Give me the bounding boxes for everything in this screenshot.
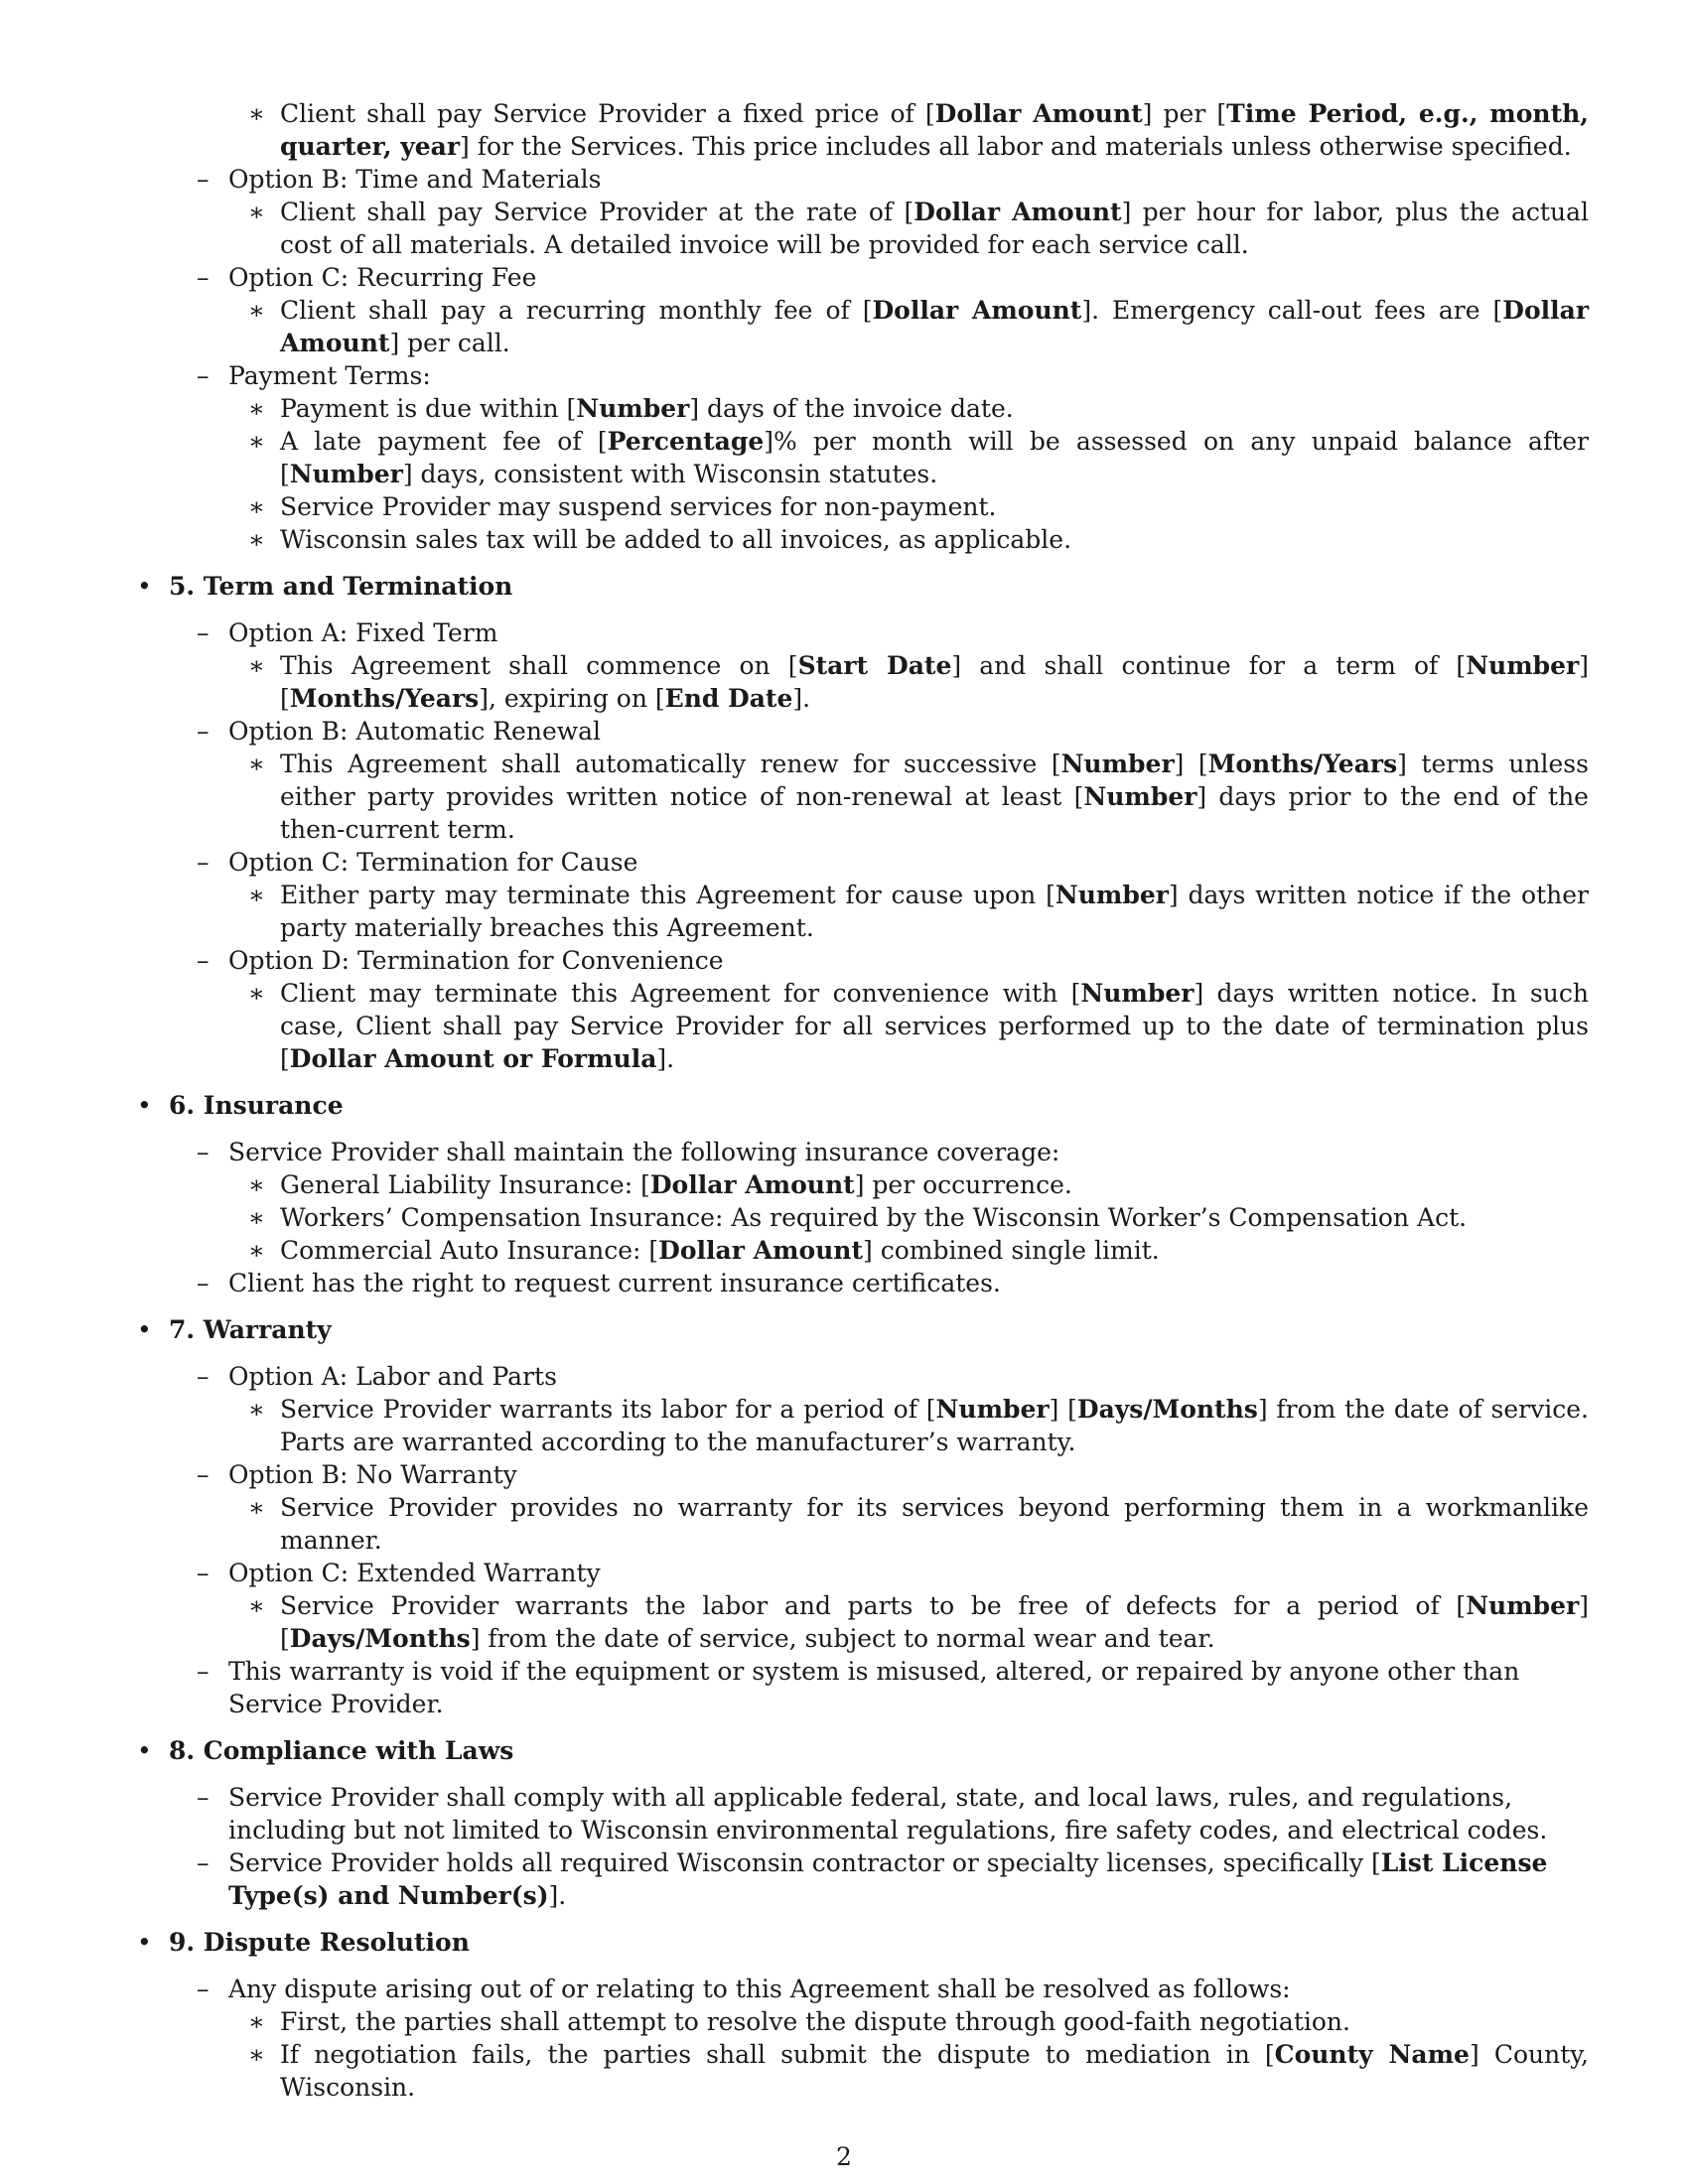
list-item: ∗ Client shall pay Service Provider at the rate of [Dollar Amount] per hour for labor, plus the actual cost of all materials. A detailed invoice will be provided for each service call. — [248, 198, 1589, 259]
list-item: – Service Provider shall comply with all applicable federal, state, and local laws, rules, and regulations, including but not limited to Wisconsin environmental regulations, fire safety codes, and electrical codes. — [197, 1783, 1548, 1844]
section-compliance — [129, 1734, 1589, 1767]
bullet-dot: • — [137, 1091, 152, 1120]
list-item: – Option B: Time and Materials — [197, 165, 602, 194]
document-body — [129, 97, 1589, 2104]
dash-bullet: – — [197, 946, 210, 975]
dash-bullet: – — [197, 1848, 210, 1877]
section-heading: 8. Compliance with Laws — [169, 1736, 514, 1765]
bullet-dot: • — [137, 572, 152, 601]
list-item: ∗ Client shall pay Service Provider a fixed price of [Dollar Amount] per [Time Period, e.g., month, quarter, year] for the Services. This price includes all labor and materials unless otherwise specified. — [248, 99, 1589, 161]
asterisk-bullet: ∗ — [248, 394, 265, 423]
list-item: – Payment Terms: — [197, 361, 431, 390]
section-heading: 5. Term and Termination — [169, 572, 513, 601]
asterisk-bullet: ∗ — [248, 1591, 265, 1620]
list-item: ∗ Service Provider may suspend services for non-payment. — [248, 492, 997, 521]
list-item: ∗ Service Provider warrants its labor for a period of [Number] [Days/Months] from the date of service. Parts are warranted according to the manufacturer’s warranty. — [248, 1395, 1589, 1456]
asterisk-bullet: ∗ — [248, 1395, 265, 1424]
section-dispute-resolution — [129, 1926, 1589, 1959]
dash-bullet: – — [197, 848, 210, 877]
list-item: ∗ Wisconsin sales tax will be added to all invoices, as applicable. — [248, 525, 1072, 554]
asterisk-bullet: ∗ — [248, 1493, 265, 1522]
asterisk-bullet: ∗ — [248, 2007, 265, 2036]
list-item: ∗ General Liability Insurance: [Dollar Amount] per occurrence. — [248, 1170, 1072, 1199]
list-item: ∗ Service Provider warrants the labor and parts to be free of defects for a period of [Number] [Days/Months] from the date of service, subject to normal wear and tear. — [248, 1591, 1589, 1653]
list-item: – This warranty is void if the equipment or system is misused, altered, or repaired by anyone other than Service Provider. — [197, 1657, 1520, 1718]
list-item: ∗ This Agreement shall commence on [Start Date] and shall continue for a term of [Number] [Months/Years], expiring on [End Date]. — [248, 651, 1589, 713]
dash-bullet: – — [197, 618, 210, 647]
list-item: – Option A: Fixed Term — [197, 618, 498, 647]
dash-bullet: – — [197, 1362, 210, 1391]
list-item: – Any dispute arising out of or relating to this Agreement shall be resolved as follows: — [197, 1975, 1291, 2003]
section-heading: 9. Dispute Resolution — [169, 1928, 470, 1957]
list-item: ∗ If negotiation fails, the parties shall submit the dispute to mediation in [County Name] County, Wisconsin. — [248, 2040, 1589, 2102]
dash-bullet: – — [197, 1657, 210, 1686]
dash-bullet: – — [197, 1783, 210, 1812]
dash-bullet: – — [197, 1975, 210, 2003]
list-item: ∗ This Agreement shall automatically renew for successive [Number] [Months/Years] terms unless either party provides written notice of non-renewal at least [Number] days prior to the end of the then-current term. — [248, 750, 1589, 844]
list-item: – Service Provider shall maintain the following insurance coverage: — [197, 1138, 1060, 1166]
list-item: – Option D: Termination for Convenience — [197, 946, 724, 975]
section-heading: 6. Insurance — [169, 1091, 344, 1120]
asterisk-bullet: ∗ — [248, 427, 265, 456]
dash-bullet: – — [197, 361, 210, 390]
dash-bullet: – — [197, 1269, 210, 1297]
dash-bullet: – — [197, 717, 210, 746]
list-item: – Option C: Recurring Fee — [197, 263, 537, 292]
bullet-dot: • — [137, 1736, 152, 1765]
list-item: ∗ Commercial Auto Insurance: [Dollar Amount] combined single limit. — [248, 1236, 1160, 1265]
list-item: ∗ Client may terminate this Agreement for convenience with [Number] days written notice. In such case, Client shall pay Service Provider for all services performed up to the date of termination plus [Dollar Amount or Formula]. — [248, 979, 1589, 1073]
dash-bullet: – — [197, 1460, 210, 1489]
dash-bullet: – — [197, 1138, 210, 1166]
list-item: ∗ Service Provider provides no warranty for its services beyond performing them in a workmanlike manner. — [248, 1493, 1589, 1555]
asterisk-bullet: ∗ — [248, 651, 265, 680]
asterisk-bullet: ∗ — [248, 198, 265, 226]
section-heading: 7. Warranty — [169, 1315, 332, 1344]
bullet-dot: • — [137, 1928, 152, 1957]
list-item: – Option C: Extended Warranty — [197, 1559, 601, 1587]
asterisk-bullet: ∗ — [248, 1203, 265, 1232]
list-item: – Client has the right to request current insurance certificates. — [197, 1269, 1001, 1297]
section-warranty — [129, 1313, 1589, 1346]
list-item: – Option B: No Warranty — [197, 1460, 517, 1489]
list-item: ∗ A late payment fee of [Percentage]% per month will be assessed on any unpaid balance after [Number] days, consistent with Wisconsin statutes. — [248, 427, 1589, 488]
dash-bullet: – — [197, 165, 210, 194]
asterisk-bullet: ∗ — [248, 750, 265, 778]
page-number: 2 — [836, 2142, 852, 2171]
asterisk-bullet: ∗ — [248, 881, 265, 909]
bullet-dot: • — [137, 1315, 152, 1344]
dash-bullet: – — [197, 1559, 210, 1587]
asterisk-bullet: ∗ — [248, 296, 265, 325]
asterisk-bullet: ∗ — [248, 492, 265, 521]
list-item: ∗ Client shall pay a recurring monthly fee of [Dollar Amount]. Emergency call-out fees are [Dollar Amount] per call. — [248, 296, 1589, 357]
asterisk-bullet: ∗ — [248, 1170, 265, 1199]
asterisk-bullet: ∗ — [248, 979, 265, 1008]
list-item: ∗ Either party may terminate this Agreement for cause upon [Number] days written notice if the other party materially breaches this Agreement. — [248, 881, 1589, 942]
asterisk-bullet: ∗ — [248, 2040, 265, 2069]
list-item: – Option A: Labor and Parts — [197, 1362, 557, 1391]
list-item: – Option C: Termination for Cause — [197, 848, 638, 877]
list-item: – Option B: Automatic Renewal — [197, 717, 602, 746]
list-item: ∗ First, the parties shall attempt to resolve the dispute through good-faith negotiation. — [248, 2007, 1350, 2036]
section-insurance — [129, 1089, 1589, 1122]
list-item: ∗ Payment is due within [Number] days of the invoice date. — [248, 394, 1014, 423]
list-item: ∗ Workers’ Compensation Insurance: As required by the Wisconsin Worker’s Compensation Act. — [248, 1203, 1468, 1232]
list-item: – Service Provider holds all required Wisconsin contractor or specialty licenses, specifically [List License Type(s) and Number(s)]. — [197, 1848, 1548, 1910]
section-term-termination — [129, 570, 1589, 603]
asterisk-bullet: ∗ — [248, 1236, 265, 1265]
asterisk-bullet: ∗ — [248, 99, 265, 128]
dash-bullet: – — [197, 263, 210, 292]
asterisk-bullet: ∗ — [248, 525, 265, 554]
